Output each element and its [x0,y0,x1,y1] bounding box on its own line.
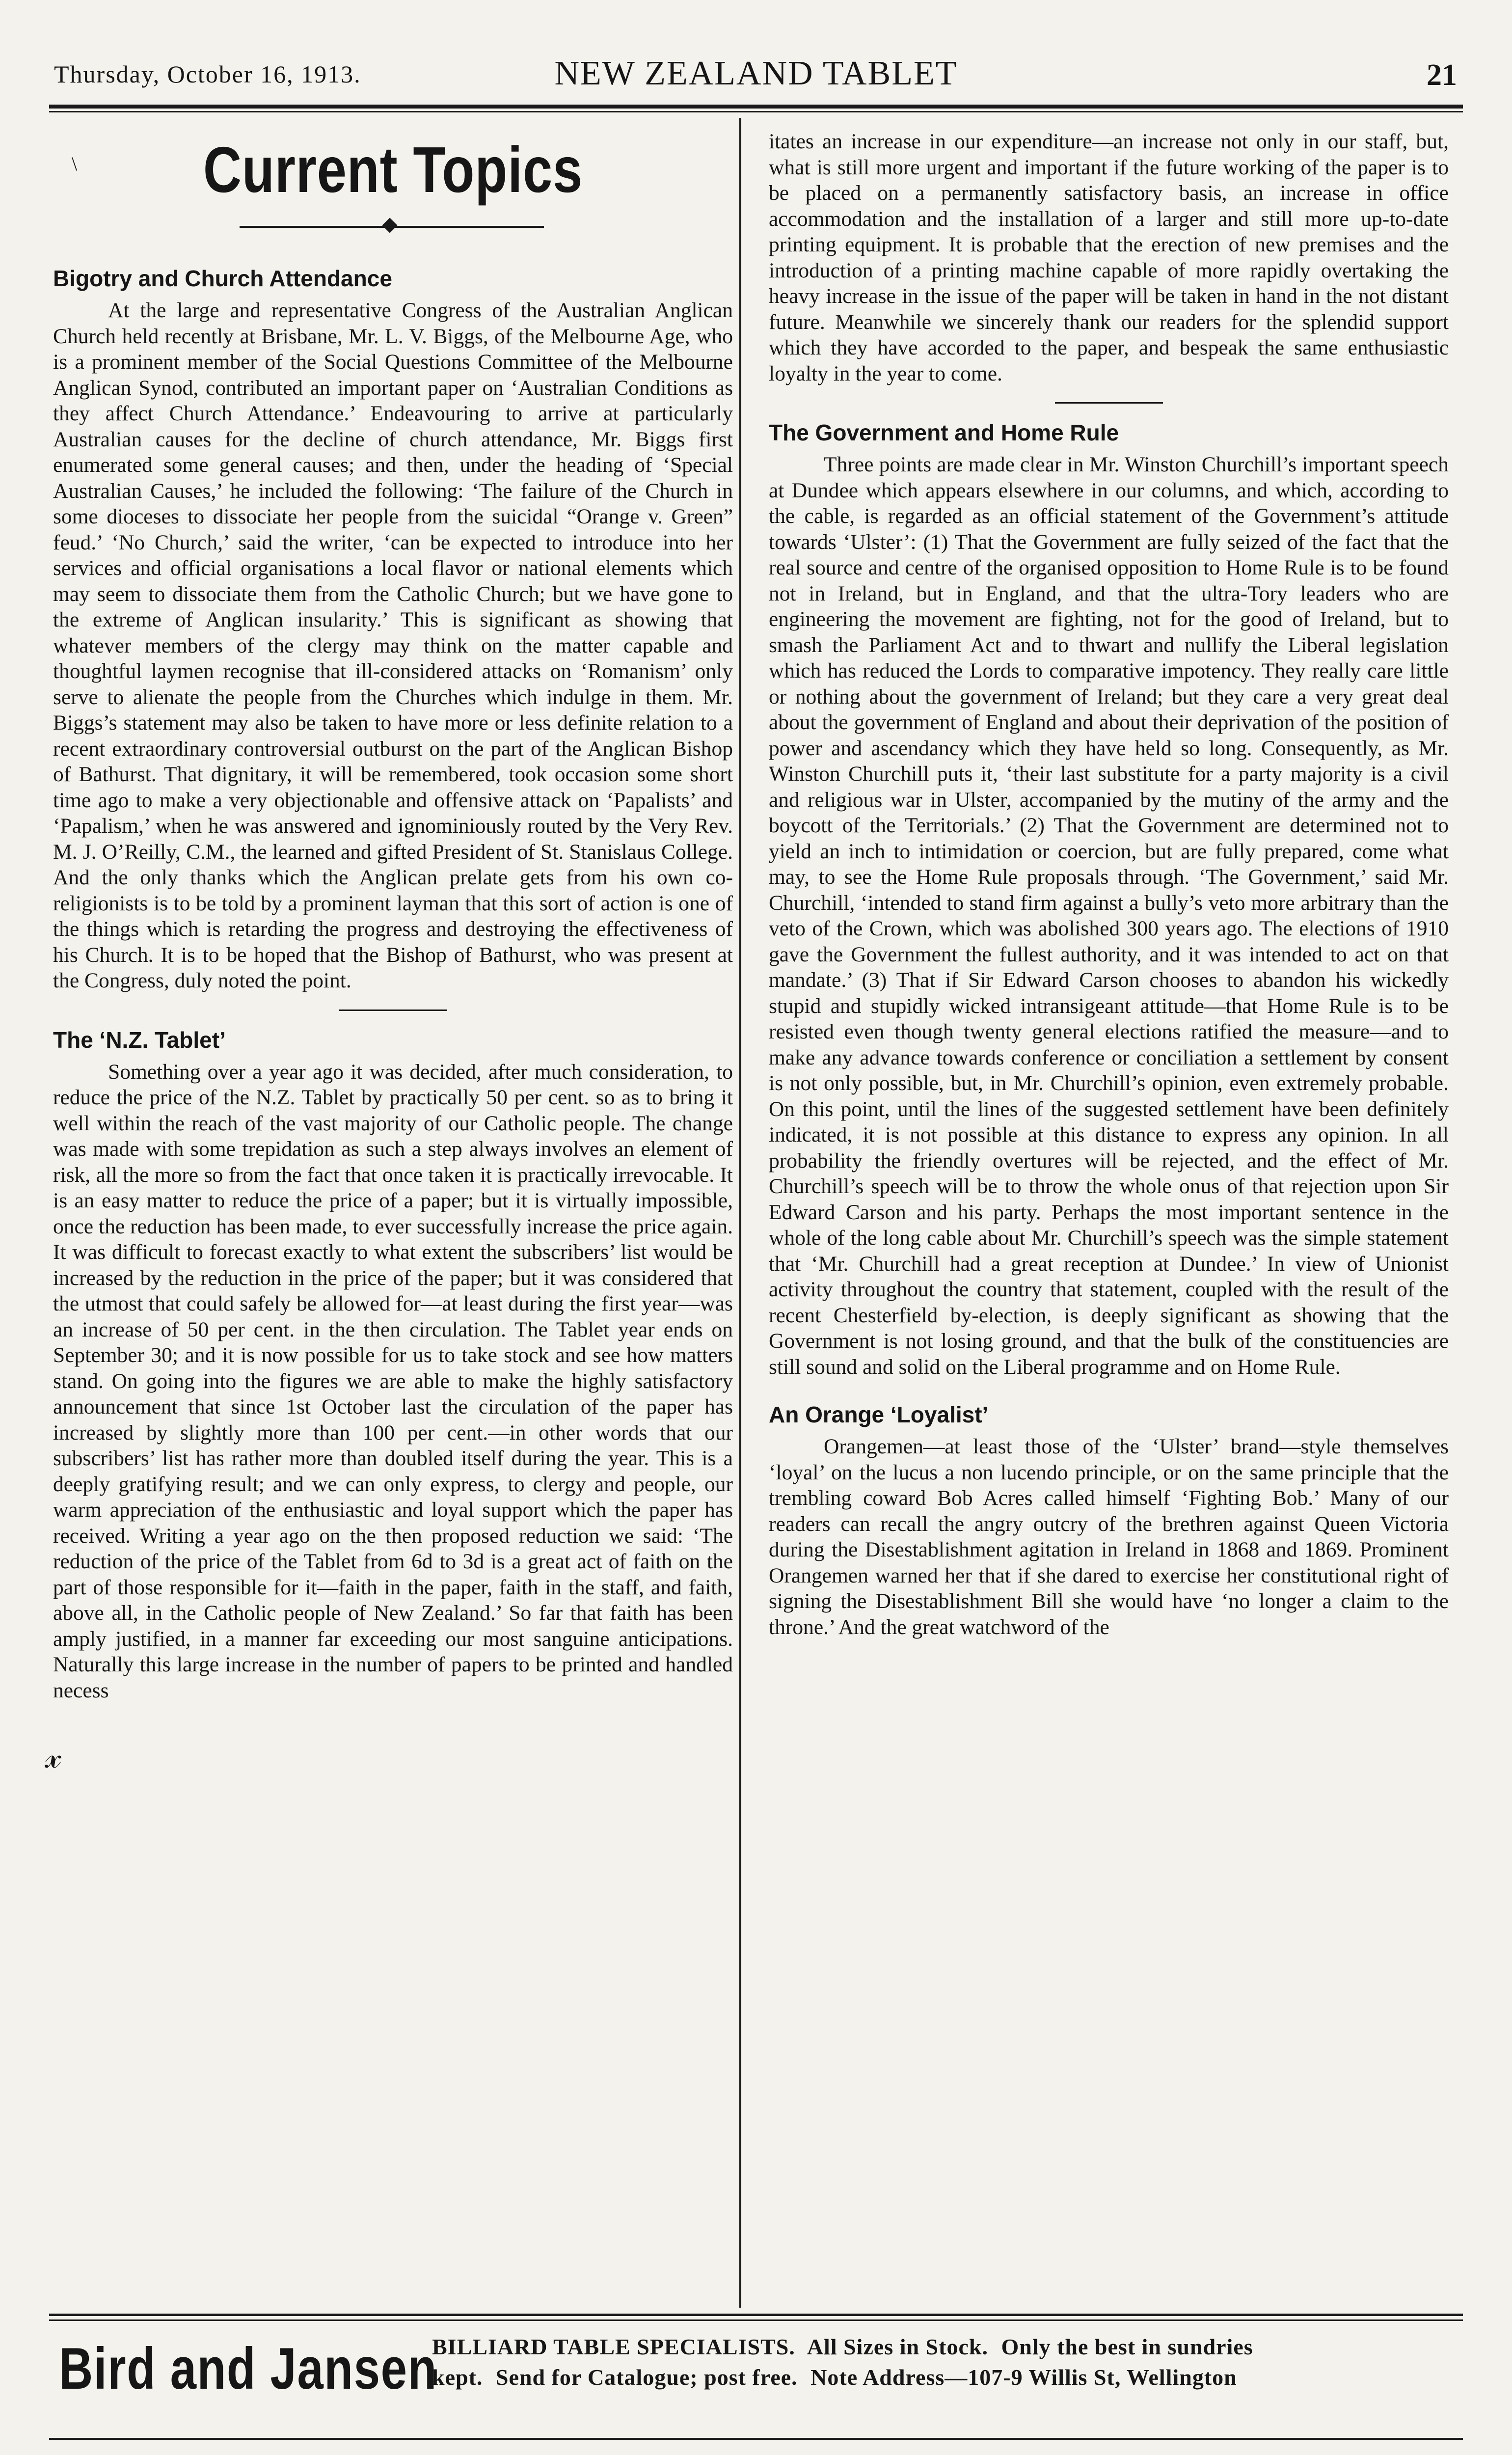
article-body-orange: Orangemen—at least those of the ‘Ulster’ brand—style themselves ‘loyal’ on the lucus a non lucendo principle, or on the same principle that the trembling coward Bob Acres called himself ‘Fighting Bob.’ Many of our readers can recall the angry outcry of the brethren against Queen Victoria during the Disestablishment agitation in Ireland in 1868 and 1869. Prominent Orangemen warned her that if she dared to exercise her constitutional right of signing the Disestablishment Bill she would have ‘no longer a claim to the throne.’ And the great watchword of the [769,1435,1449,1639]
title-ornament-diamond-icon [382,218,397,233]
right-column-content [769,129,1449,1640]
margin-mark: \ [72,153,78,175]
article-separator [339,1009,447,1011]
left-column [53,123,733,1703]
footer-rule [49,2314,1463,2316]
footer-bottom-rule [49,2438,1463,2440]
issue-date: Thursday, October 16, 1913. [54,60,361,88]
article-body-tablet-continued: itates an increase in our expenditure—an increase not only in our staff, but, what is still more urgent and important if the future working of the paper is to be placed on a permanently satisfactory basis, an increase in office accommodation and the installation of a larger and still more up-to-date printing equipment. It is probable that the erection of new premises and the introduction of a printing machine capable of more rapidly overtaking the heavy increase in the issue of the paper will be taken in hand in the not distant future. Meanwhile we sincerely thank our readers for the splendid support which they have accorded to the paper, and bespeak the same enthusiastic loyalty in the year to come. [769,130,1449,385]
handwritten-margin-mark: 𝓍 [45,1738,61,1775]
ad-catalogue-note: Send for Catalogue; post free. [495,2365,798,2390]
article-heading-orange: An Orange ‘Loyalist’ [769,1402,989,1427]
ad-sundries-note: Only the best in sundries [1001,2334,1253,2359]
ad-line-1 [432,2334,1260,2360]
ad-specialty: BILLIARD TABLE SPECIALISTS. [432,2334,795,2359]
page-number: 21 [1427,58,1457,92]
header-rule-thin [49,111,1463,112]
section-title-block [53,123,733,255]
article-separator [1055,402,1163,404]
article-body-home-rule: Three points are made clear in Mr. Winston Churchill’s important speech at Dundee which appears elsewhere in our columns, and which, according to the cable, is regarded as an official statement of the Government’s attitude towards ‘Ulster’: (1) That the Government are fully seized of the fact that the real source and centre of the organised opposition to Home Rule is to be found not in Ireland, but in England, and that the ultra-Tory leaders who are engineering the movement are fighting, not for the good of Ireland, but to smash the Parliament Act and to thwart and nullify the Liberal legislation which has reduced the Lords to comparative impotency. They really care little or nothing about the government of Ireland; but they care a very great deal about the government of England and about their deprivation of the position of power and ascendancy which they have held so long. Consequently, as Mr. Winston Churchill puts it, ‘their last substitute for a party majority is a civil and religious war in Ulster, accompanied by the mutiny of the army and the boycott of the Territorials.’ (2) That the Government are determined not to yield an inch to intimidation or coercion, but are fully prepared, come what may, to see the Home Rule proposals through. ‘The Government,’ said Mr. Churchill, ‘intended to stand firm against a bully’s veto more arbitrary than the veto of the Crown, which was abolished 300 years ago. The elections of 1910 gave the Government the fullest authority, and it was intended to act on that mandate.’ (3) That if Sir Edward Carson chooses to abandon his wickedly stupid and stupidly wicked intransigeant attitude—that Home Rule is to be resisted even though twenty general elections ratified the measure—and to make any advance towards conference or conciliation a settlement by consent is not only possible, but, in Mr. Churchill’s opinion, even extremely probable. On this point, until the lines of the suggested settlement have been definitely indicated, it is not possible at this distance to express any opinion. In all probability the friendly overtures will be rejected, and the effect of Mr. Churchill’s speech will be to throw the whole onus of that rejection upon Sir Edward Carson and his party. Perhaps the most important sentence in the whole of the long cable about Mr. Churchill’s speech was the simple statement that ‘Mr. Churchill had a great reception at Dundee.’ In view of Unionist activity throughout the country that statement, coupled with the result of the recent Chesterfield by-election, is deeply significant as showing that the Government is not losing ground, and that the bulk of the constituencies are still sound and solid on the Liberal programme and on Home Rule. [769,453,1449,1379]
article-heading-tablet: The ‘N.Z. Tablet’ [53,1027,226,1053]
page-title: Current Topics [203,134,583,206]
article-heading-home-rule: The Government and Home Rule [769,420,1119,445]
ad-stock-note: All Sizes in Stock. [807,2334,988,2359]
column-divider [739,118,741,2308]
ad-line-2 [432,2364,1244,2390]
article-body-bigotry: At the large and representative Congress of the Australian Anglican Church held recently at Brisbane, Mr. L. V. Biggs, of the Melbourne Age, who is a prominent member of the Social Questions Committee of the Melbourne Anglican Synod, contributed an important paper on ‘Australian Conditions as they affect Church Attendance.’ Endeavouring to arrive at particularly Australian causes for the decline of church attendance, Mr. Biggs first enumerated some general causes; and then, under the heading of ‘Special Australian Causes,’ he included the following: ‘The failure of the Church in some dioceses to dissociate her people from the suicidal “Orange v. Green” feud.’ ‘No Church,’ said the writer, ‘can be expected to introduce into her services and official organisations a local flavor or national elements which may seem to dissociate them from the Catholic Church; but we have gone to the extreme of Anglican insularity.’ This is significant as showing that whatever members of the clergy may think on the matter capable and thoughtful laymen recognise that ill-considered attacks on ‘Romanism’ only serve to alienate the people from the Churches which indulge in them. Mr. Biggs’s statement may also be taken to have more or less definite relation to a recent extraordinary controversial outburst on the part of the Anglican Bishop of Bathurst. That dignitary, it will be remembered, took occasion some short time ago to make a very objectionable and offensive attack on ‘Papalists’ and ‘Papalism,’ when he was answered and ignominiously routed by the Very Rev. M. J. O’Reilly, C.M., the learned and gifted President of St. Stanislaus College. And the only thanks which the Anglican prelate gets from his own co-religionists is to be told by a prominent layman that this sort of action is one of the things which is retarding the progress and destroying the effectiveness of his Church. It is to be hoped that the Bishop of Bathurst, who was present at the Congress, duly noted the point. [53,299,733,992]
article-body-tablet: Something over a year ago it was decided, after much consideration, to reduce the price of the N.Z. Tablet by practically 50 per cent. so as to bring it well within the reach of the vast majority of our Catholic people. The change was made with some trepidation as such a step always involves an element of risk, all the more so from the fact that once taken it is practically irrevocable. It is an easy matter to reduce the price of a paper; but it is virtually impossible, once the reduction has been made, to ever successfully increase the price again. It was difficult to forecast exactly to what extent the subscribers’ list would be increased by the reduction in the price of the paper; but it was considered that the utmost that could safely be allowed for—at least during the first year—was an increase of 50 per cent. in the then circulation. The Tablet year ends on September 30; and it is now possible for us to take stock and see how matters stand. On going into the figures we are able to make the highly satisfactory announcement that since 1st October last the circulation of the paper has increased by slightly more than 100 per cent.—in other words that our subscribers’ list has rather more than doubled itself during the year. This is a deeply gratifying result; and we can only express, to clergy and people, our warm appreciation of the enthusiastic and loyal support which the paper has received. Writing a year ago on the then proposed reduction we said: ‘The reduction of the price of the Tablet from 6d to 3d is a great act of faith on the part of those responsible for it—faith in the paper, faith in the staff, and faith, above all, in the Catholic people of New Zealand.’ So far that faith has been amply justified, in a manner far exceeding our most sanguine anticipations. Naturally this large increase in the number of papers to be printed and handled necess [53,1060,733,1702]
header-rule [49,105,1463,109]
ad-kept: kept. [432,2365,483,2390]
ad-address: Note Address—107-9 Willis St, Wellington [810,2365,1237,2390]
advertisement [49,2325,1463,2438]
footer-rule-thin [49,2319,1463,2321]
newspaper-title: NEW ZEALAND TABLET [554,55,958,92]
page-header [49,49,1463,103]
article-heading-bigotry: Bigotry and Church Attendance [53,266,392,291]
ad-brand-name: Bird and Jansen [59,2336,437,2401]
